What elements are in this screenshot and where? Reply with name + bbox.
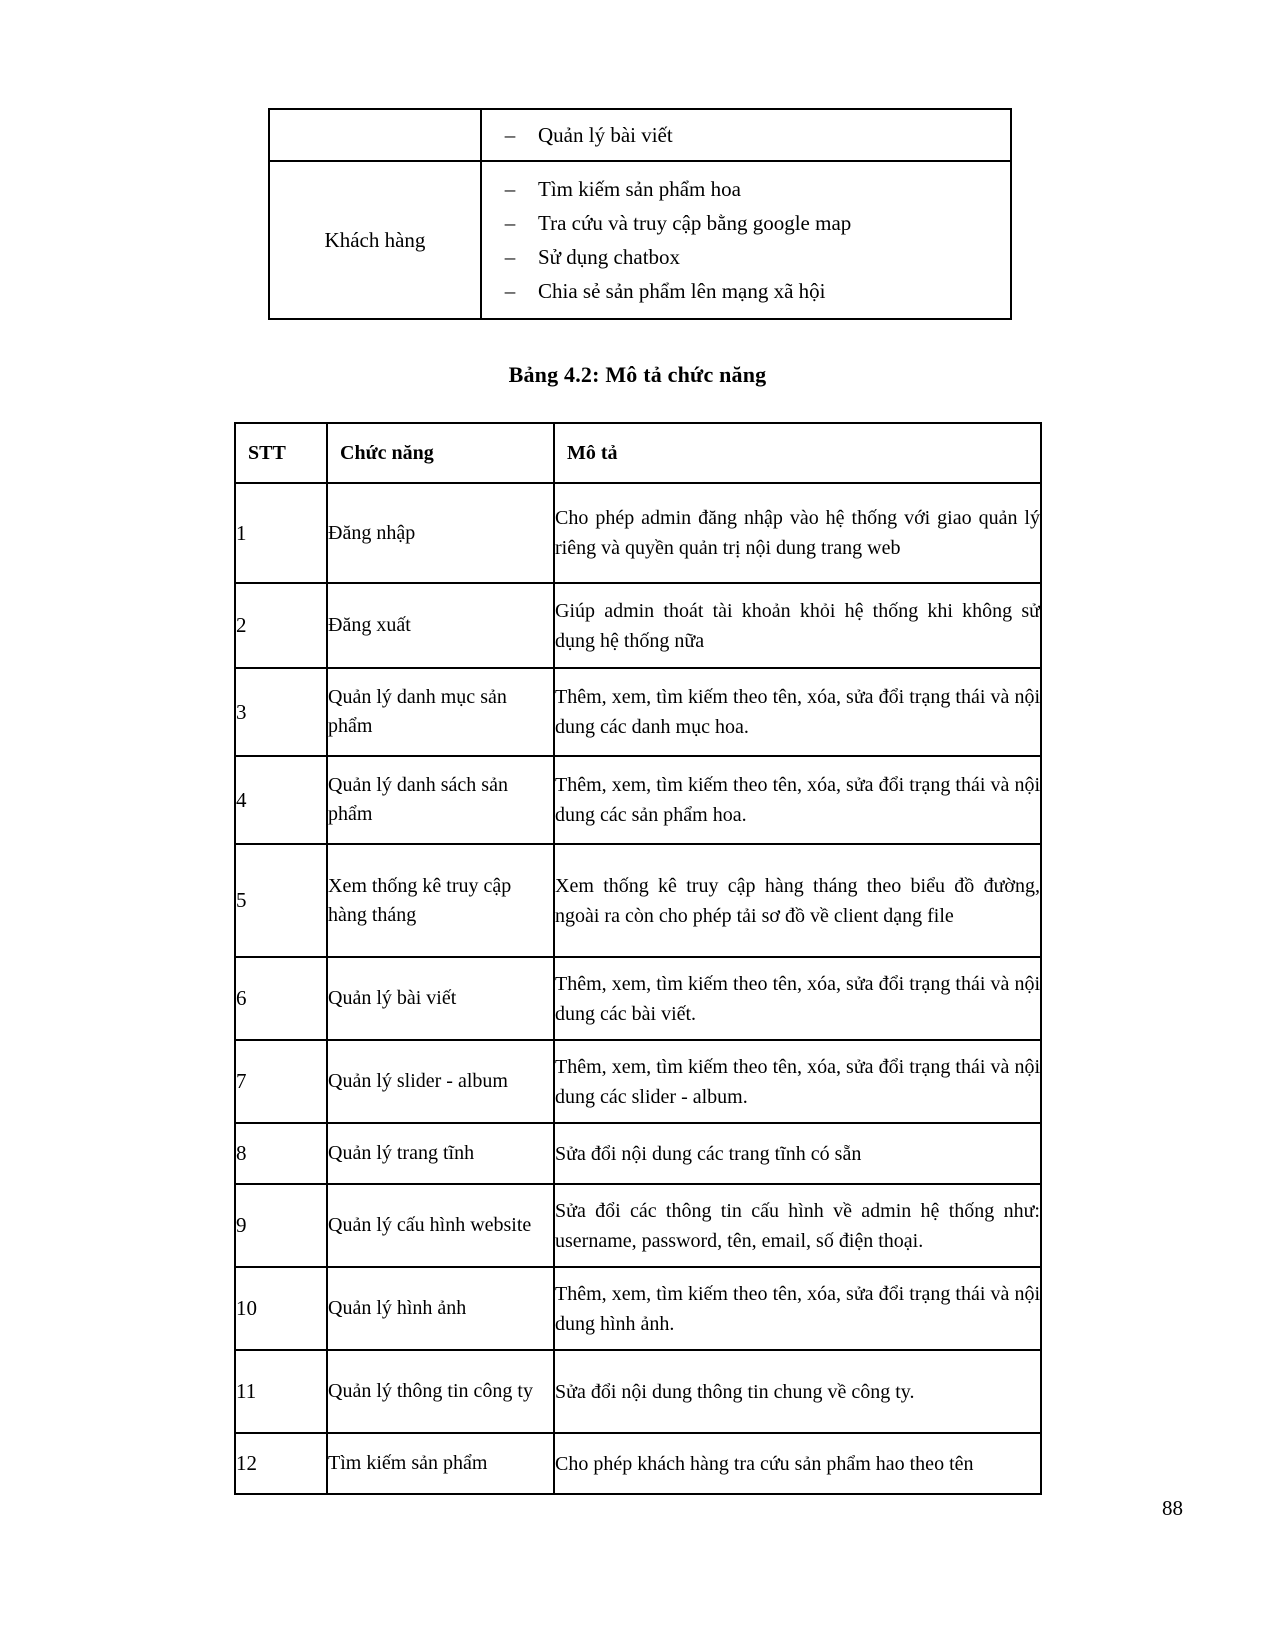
function-description: Sửa đổi nội dung các trang tĩnh có sẵn	[554, 1123, 1041, 1184]
row-number: 9	[235, 1184, 327, 1267]
function-name: Đăng nhập	[327, 483, 554, 583]
column-header-stt-label: STT	[248, 441, 286, 464]
function-description: Sửa đổi các thông tin cấu hình về admin hệ thống như: username, password, tên, email, số điện thoại.	[554, 1184, 1041, 1267]
function-description: Thêm, xem, tìm kiếm theo tên, xóa, sửa đổi trạng thái và nội dung các danh mục hoa.	[554, 668, 1041, 756]
role-cell	[269, 161, 481, 319]
table-row	[235, 844, 1041, 957]
dash-bullet-icon: –	[504, 211, 516, 236]
function-description: Sửa đổi nội dung thông tin chung về công ty.	[554, 1350, 1041, 1433]
dash-bullet-icon: –	[504, 279, 516, 304]
roles-table	[268, 108, 1012, 320]
dash-bullet-icon: –	[504, 245, 516, 270]
dash-bullet-icon: –	[504, 123, 516, 147]
list-item-label: Tìm kiếm sản phẩm hoa	[538, 177, 741, 202]
function-description: Thêm, xem, tìm kiếm theo tên, xóa, sửa đổi trạng thái và nội dung các sản phẩm hoa.	[554, 756, 1041, 844]
function-name: Xem thống kê truy cập hàng tháng	[327, 844, 554, 957]
column-header-description-label: Mô tả	[567, 441, 618, 464]
dash-bullet-icon: –	[504, 177, 516, 202]
function-name: Quản lý trang tĩnh	[327, 1123, 554, 1184]
function-name: Quản lý slider - album	[327, 1040, 554, 1123]
column-header-description	[554, 423, 1041, 483]
role-cell	[269, 109, 481, 161]
list-item-label: Quản lý bài viết	[538, 123, 673, 147]
role-item-list	[482, 162, 1010, 318]
table-row	[235, 583, 1041, 668]
role-items-cell	[481, 161, 1011, 319]
table-row	[269, 161, 1011, 319]
row-number: 5	[235, 844, 327, 957]
table-row	[235, 483, 1041, 583]
row-number: 2	[235, 583, 327, 668]
function-description: Cho phép khách hàng tra cứu sản phẩm hao theo tên	[554, 1433, 1041, 1494]
row-number: 8	[235, 1123, 327, 1184]
table-row	[235, 1433, 1041, 1494]
function-description: Giúp admin thoát tài khoản khỏi hệ thống khi không sử dụng hệ thống nữa	[554, 583, 1041, 668]
function-name: Quản lý danh mục sản phẩm	[327, 668, 554, 756]
role-items-cell	[481, 109, 1011, 161]
table-caption: Bảng 4.2: Mô tả chức năng	[508, 362, 767, 387]
row-number: 3	[235, 668, 327, 756]
row-number: 12	[235, 1433, 327, 1494]
table-row	[235, 1267, 1041, 1350]
page-number: 88	[1162, 1496, 1183, 1520]
function-name: Quản lý cấu hình website	[327, 1184, 554, 1267]
list-item	[482, 274, 1010, 308]
column-header-stt	[235, 423, 327, 483]
column-header-function	[327, 423, 554, 483]
function-name: Tìm kiếm sản phẩm	[327, 1433, 554, 1494]
function-description: Thêm, xem, tìm kiếm theo tên, xóa, sửa đổi trạng thái và nội dung hình ảnh.	[554, 1267, 1041, 1350]
function-name: Quản lý thông tin công ty	[327, 1350, 554, 1433]
function-description: Thêm, xem, tìm kiếm theo tên, xóa, sửa đổi trạng thái và nội dung các slider - album.	[554, 1040, 1041, 1123]
list-item-label: Sử dụng chatbox	[538, 245, 681, 270]
row-number: 6	[235, 957, 327, 1040]
function-name: Quản lý danh sách sản phẩm	[327, 756, 554, 844]
column-header-function-label: Chức năng	[340, 441, 434, 464]
role-name: Khách hàng	[324, 227, 426, 252]
function-name: Đăng xuất	[327, 583, 554, 668]
function-name: Quản lý bài viết	[327, 957, 554, 1040]
table-row	[235, 668, 1041, 756]
row-number: 4	[235, 756, 327, 844]
table-row	[235, 957, 1041, 1040]
row-number: 11	[235, 1350, 327, 1433]
row-number: 7	[235, 1040, 327, 1123]
list-item	[482, 240, 1010, 274]
list-item	[482, 172, 1010, 206]
table-row	[235, 1184, 1041, 1267]
function-description-table	[234, 422, 1042, 1495]
table-row	[235, 1040, 1041, 1123]
table-row	[235, 1350, 1041, 1433]
role-item-list	[482, 110, 1010, 160]
list-item-label: Chia sẻ sản phẩm lên mạng xã hội	[538, 279, 826, 304]
row-number: 1	[235, 483, 327, 583]
table-row	[235, 1123, 1041, 1184]
table-header-row	[235, 423, 1041, 483]
table-row	[269, 109, 1011, 161]
list-item	[482, 118, 1010, 152]
function-description: Xem thống kê truy cập hàng tháng theo biểu đồ đường, ngoài ra còn cho phép tải sơ đồ về client dạng file	[554, 844, 1041, 957]
list-item-label: Tra cứu và truy cập bằng google map	[538, 211, 852, 236]
function-description: Thêm, xem, tìm kiếm theo tên, xóa, sửa đổi trạng thái và nội dung các bài viết.	[554, 957, 1041, 1040]
row-number: 10	[235, 1267, 327, 1350]
table-row	[235, 756, 1041, 844]
list-item	[482, 206, 1010, 240]
function-name: Quản lý hình ảnh	[327, 1267, 554, 1350]
function-description: Cho phép admin đăng nhập vào hệ thống với giao quản lý riêng và quyền quản trị nội dung trang web	[554, 483, 1041, 583]
